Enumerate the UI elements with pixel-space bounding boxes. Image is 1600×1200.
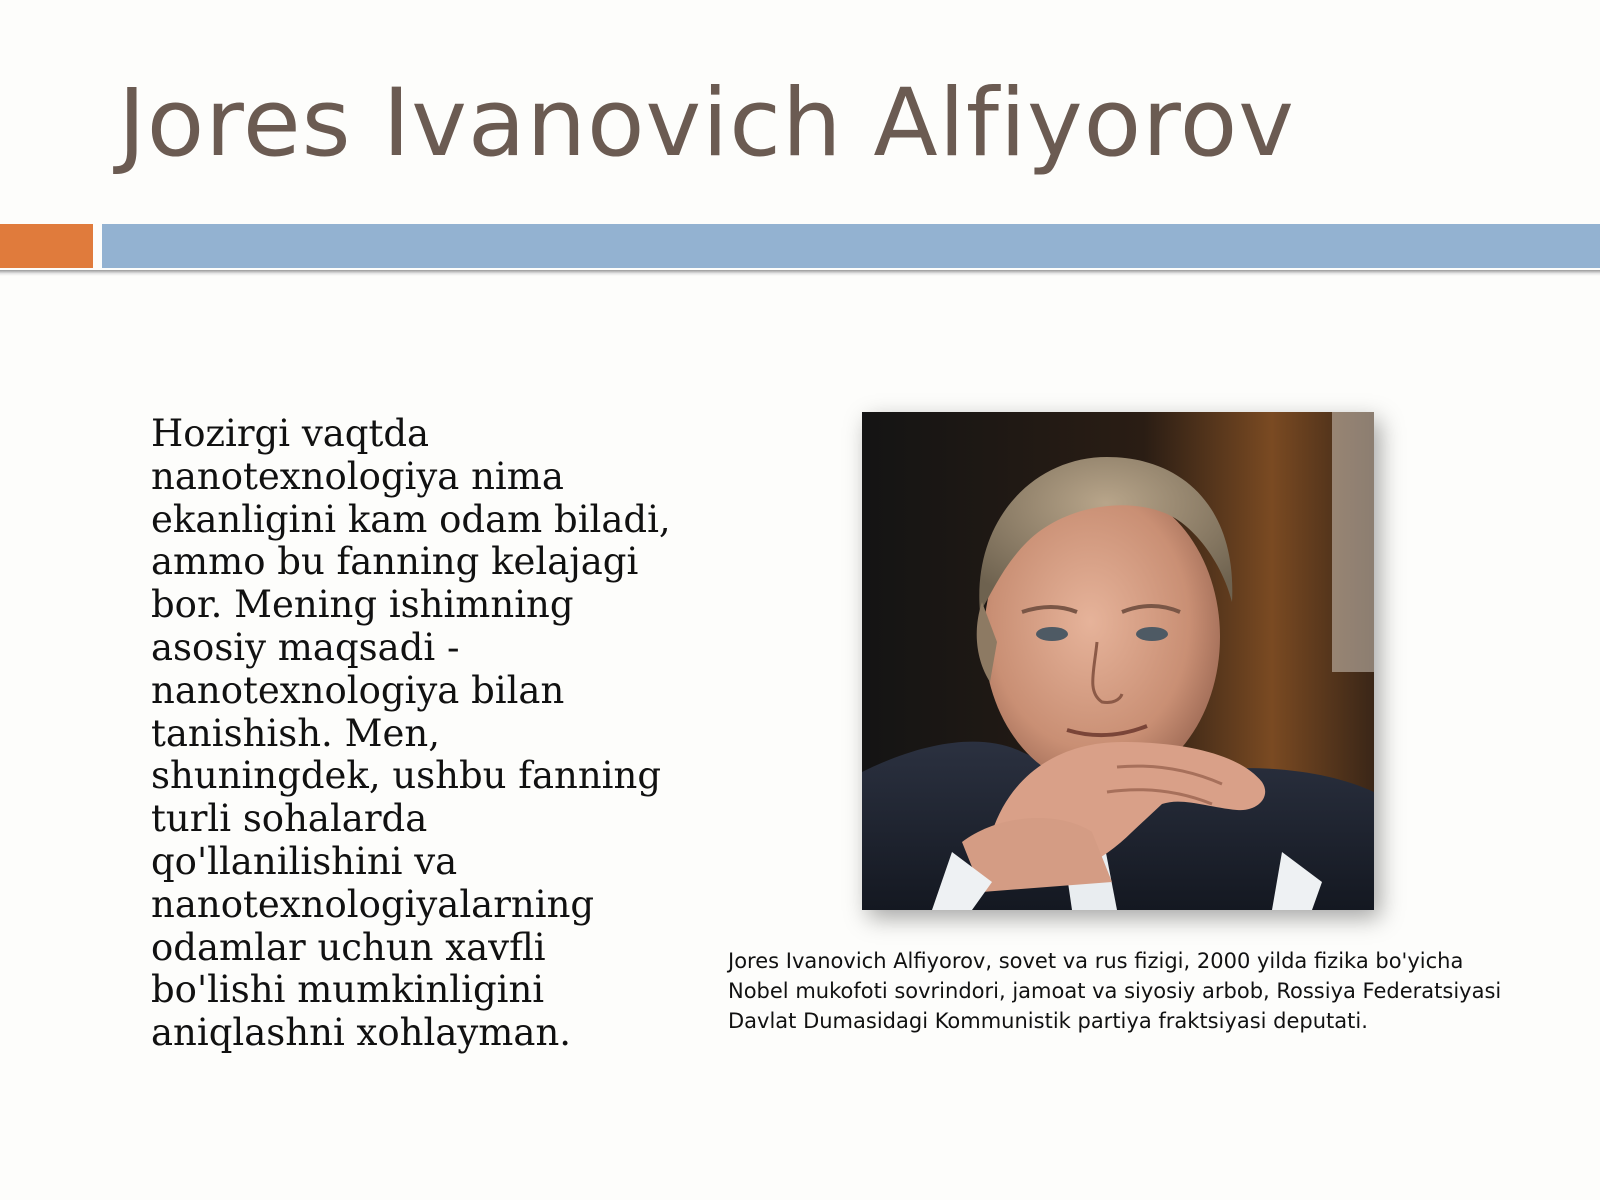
accent-bar (0, 224, 93, 268)
portrait-illustration (862, 412, 1374, 910)
photo-caption: Jores Ivanovich Alfiyorov, sovet va rus fizigi, 2000 yilda fizika bo'yicha Nobel mukofoti sovrindori, jamoat va siyosiy arbob, Rossiya Federatsiyasi Davlat Dumasidagi Kommunistik partiya fraktsiyasi deputati. (728, 949, 1502, 1033)
bar-shadow (0, 270, 1600, 276)
body-paragraph: Hozirgi vaqtda nanotexnologiya nima ekanligini kam odam biladi, ammo bu fanning kelajagi bor. Mening ishimning asosiy maqsadi - nanotexnologiya bilan tanishish. Men, shuningdek, ushbu fanning turli sohalarda qo'llanilishini va nanotexnologiyalarning odamlar uchun xavfli bo'lishi mumkinligini aniqlashni xohlayman. (151, 412, 671, 1055)
portrait-photo (862, 412, 1374, 910)
title-underline-bar (102, 224, 1600, 268)
slide-title: Jores Ivanovich Alfiyorov (118, 69, 1295, 178)
